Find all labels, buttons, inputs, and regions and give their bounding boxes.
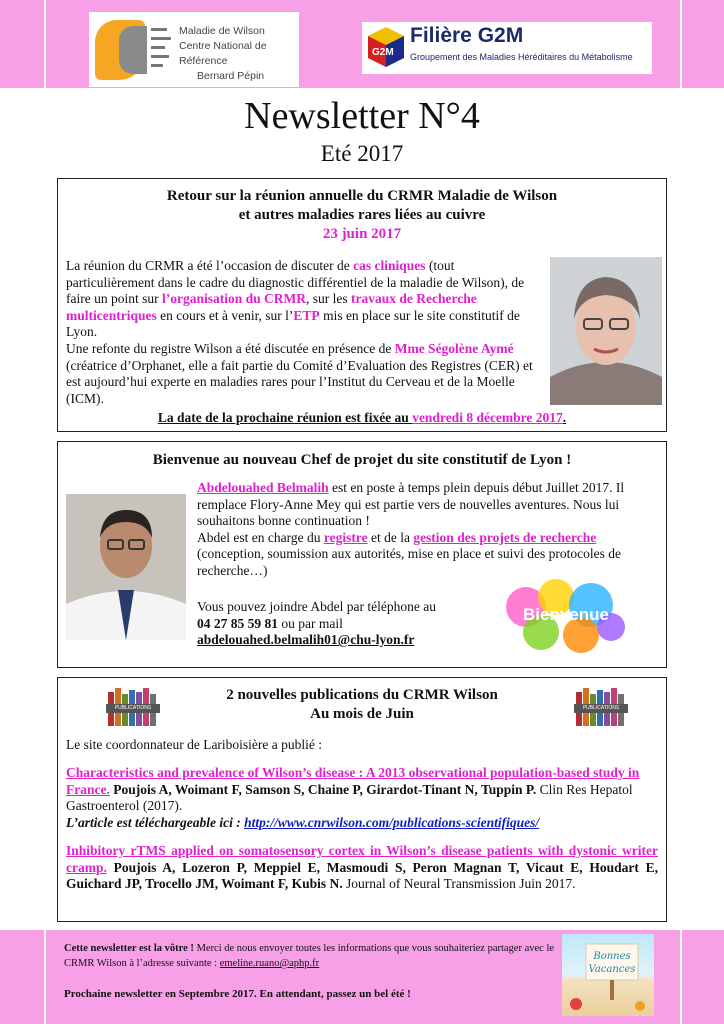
meeting-text: mis en place sur le site constitutif de Lyon. — [66, 307, 520, 340]
bienvenue-splash — [496, 577, 636, 657]
meeting-text: en cours et à venir, sur l’ — [156, 307, 294, 323]
next-meeting-end: . — [562, 410, 567, 425]
summer-beach-image — [562, 934, 654, 1016]
next-meeting-line — [58, 410, 666, 427]
publications-box — [57, 677, 667, 922]
welcome-paragraph — [197, 480, 647, 580]
meeting-heading-line2: et autres maladies rares liées au cuivre — [238, 207, 486, 223]
g2m-logo — [362, 22, 652, 74]
publication-1-download-text: L’article est téléchargeable ici : — [66, 814, 245, 830]
publications-icon-left-label: PUBLICATIONS — [114, 705, 152, 711]
publication-1-authors: Poujois A, Woimant F, Samson S, Chaine P, Girardot-Tinant N, Tuppin P. — [109, 781, 537, 797]
publication-2-title-link[interactable]: Inhibitory rTMS applied on somatosensory cortex in Wilson’s disease patients with dystonic writer cramp. — [66, 843, 658, 875]
next-meeting-date: vendredi 8 décembre 2017 — [412, 410, 563, 425]
publication-1-journal: Clin Res Hepatol Gastroenterol (2017). — [66, 781, 633, 814]
publications-heading-line1: 2 nouvelles publications du CRMR Wilson — [226, 687, 498, 703]
wilson-logo-line3: Bernard Pépin — [197, 70, 265, 82]
meeting-date: 23 juin 2017 — [322, 226, 402, 242]
publication-1-title-link[interactable]: Characteristics and prevalence of Wilson’s disease : A 2013 observational population-based study in France. — [66, 765, 640, 797]
project-lead-photo — [66, 494, 186, 640]
highlight-travaux: travaux de Recherche multicentriques — [66, 291, 477, 323]
contact-block — [197, 599, 497, 649]
contact-intro: Vous pouvez joindre Abdel par téléphone au — [197, 599, 436, 614]
highlight-registre: registre — [323, 529, 368, 545]
contact-mid: ou par mail — [278, 615, 343, 631]
footer-message — [64, 941, 564, 971]
meeting-text: , sur les — [306, 291, 351, 307]
wilson-logo-line1: Maladie de Wilson — [179, 25, 265, 37]
meeting-recap-box — [57, 178, 667, 432]
footer-email-link[interactable]: emeline.ruano@aphp.fr — [219, 958, 320, 969]
meeting-text: (créatrice d’Orphanet, elle a fait partie du Comité d’Evaluation des Registres (CER) et est aujourd’hui experte en maladies rares pour l’Institut du Cerveau et de la Moelle (ICM). — [66, 357, 533, 406]
publication-2 — [66, 843, 658, 893]
footer-text: Merci de nous envoyer toutes les informations que vous souhaiteriez partager avec le CRMR Wilson à l’adresse suivante : — [64, 943, 555, 969]
publications-heading-line2: Au mois de Juin — [310, 706, 414, 722]
highlight-etp: ETP — [293, 307, 320, 323]
footer-next-issue: Prochaine newsletter en Septembre 2017. En attendant, passez un bel été ! — [64, 988, 411, 1000]
meeting-heading-line1: Retour sur la réunion annuelle du CRMR Maladie de Wilson — [166, 188, 558, 204]
welcome-text: Abdel est en charge du — [197, 529, 324, 545]
contact-email-link[interactable]: abdelouahed.belmalih01@chu-lyon.fr — [197, 632, 415, 648]
publications-intro: Le site coordonnateur de Lariboisière a publié : — [66, 737, 323, 752]
phone-number: 04 27 85 59 81 — [197, 615, 278, 631]
highlight-gestion-projets: gestion des projets de recherche — [413, 529, 597, 545]
g2m-title: Filière G2M — [410, 24, 524, 47]
welcome-text: est en poste à temps plein depuis début Juillet 2017. Il remplace Flory-Anne Mey qui est partie vers de nouvelles aventures. Nous lui souhaitons bonne continuation ! — [197, 480, 625, 529]
meeting-heading — [58, 187, 666, 244]
g2m-subtitle: Groupement des Maladies Héréditaires du Métabolisme — [410, 52, 633, 62]
meeting-paragraph — [66, 258, 538, 407]
wilson-logo-line2: Centre National de Référence — [179, 40, 267, 67]
speaker-photo — [550, 257, 662, 405]
svg-text:G2M: G2M — [372, 47, 394, 58]
highlight-segolene-ayme: Mme Ségolène Aymé — [394, 340, 514, 356]
publication-2-authors: Poujois A, Lozeron P, Meppiel E, Masmoudi S, Peron Magnan T, Vicaut E, Houdart E, Guichard JP, Trocello JM, Woimant F, Kubis N. — [66, 859, 658, 892]
meeting-text: (tout particulièrement dans le cadre du diagnostic différentiel de la maladie de Wilson), de faire un point sur — [66, 258, 525, 307]
publications-icon-right-label: PUBLICATIONS — [582, 705, 620, 711]
project-lead-name: Abdelouahed Belmalih — [197, 480, 329, 495]
highlight-organisation: l’organisation du CRMR — [161, 291, 306, 307]
g2m-cube-icon — [366, 25, 406, 69]
highlight-cas-cliniques: cas cliniques — [353, 258, 426, 273]
meeting-text: Une refonte du registre Wilson a été discutée en présence de — [66, 340, 395, 356]
publication-1 — [66, 765, 656, 831]
publication-2-journal: Journal of Neural Transmission Juin 2017. — [342, 876, 576, 892]
bienvenue-label: Bienvenue — [523, 605, 609, 624]
publication-1-download-link[interactable]: http://www.cnrwilson.com/publications-scientifiques/ — [244, 814, 540, 830]
wilson-logo-bars — [151, 28, 171, 73]
footer-lead: Cette newsletter est la vôtre ! — [64, 943, 194, 954]
wilson-logo — [89, 12, 299, 87]
beach-sign-line1: Bonnes — [593, 951, 631, 962]
newsletter-subtitle: Eté 2017 — [320, 141, 404, 166]
next-meeting-text: La date de la prochaine réunion est fixée au — [157, 410, 413, 425]
newsletter-title: Newsletter N°4 — [244, 95, 480, 137]
welcome-text: (conception, soumission aux autorités, mise en place et suivi des protocoles de recherche…) — [197, 546, 622, 578]
welcome-heading: Bienvenue au nouveau Chef de projet du site constitutif de Lyon ! — [152, 452, 572, 468]
welcome-text: et de la — [367, 529, 414, 545]
meeting-text: La réunion du CRMR a été l’occasion de discuter de — [66, 258, 354, 273]
beach-sign-line2: Vacances — [588, 964, 636, 975]
publications-heading — [58, 686, 666, 724]
welcome-box — [57, 441, 667, 668]
wilson-logo-shape-grey — [119, 26, 147, 74]
